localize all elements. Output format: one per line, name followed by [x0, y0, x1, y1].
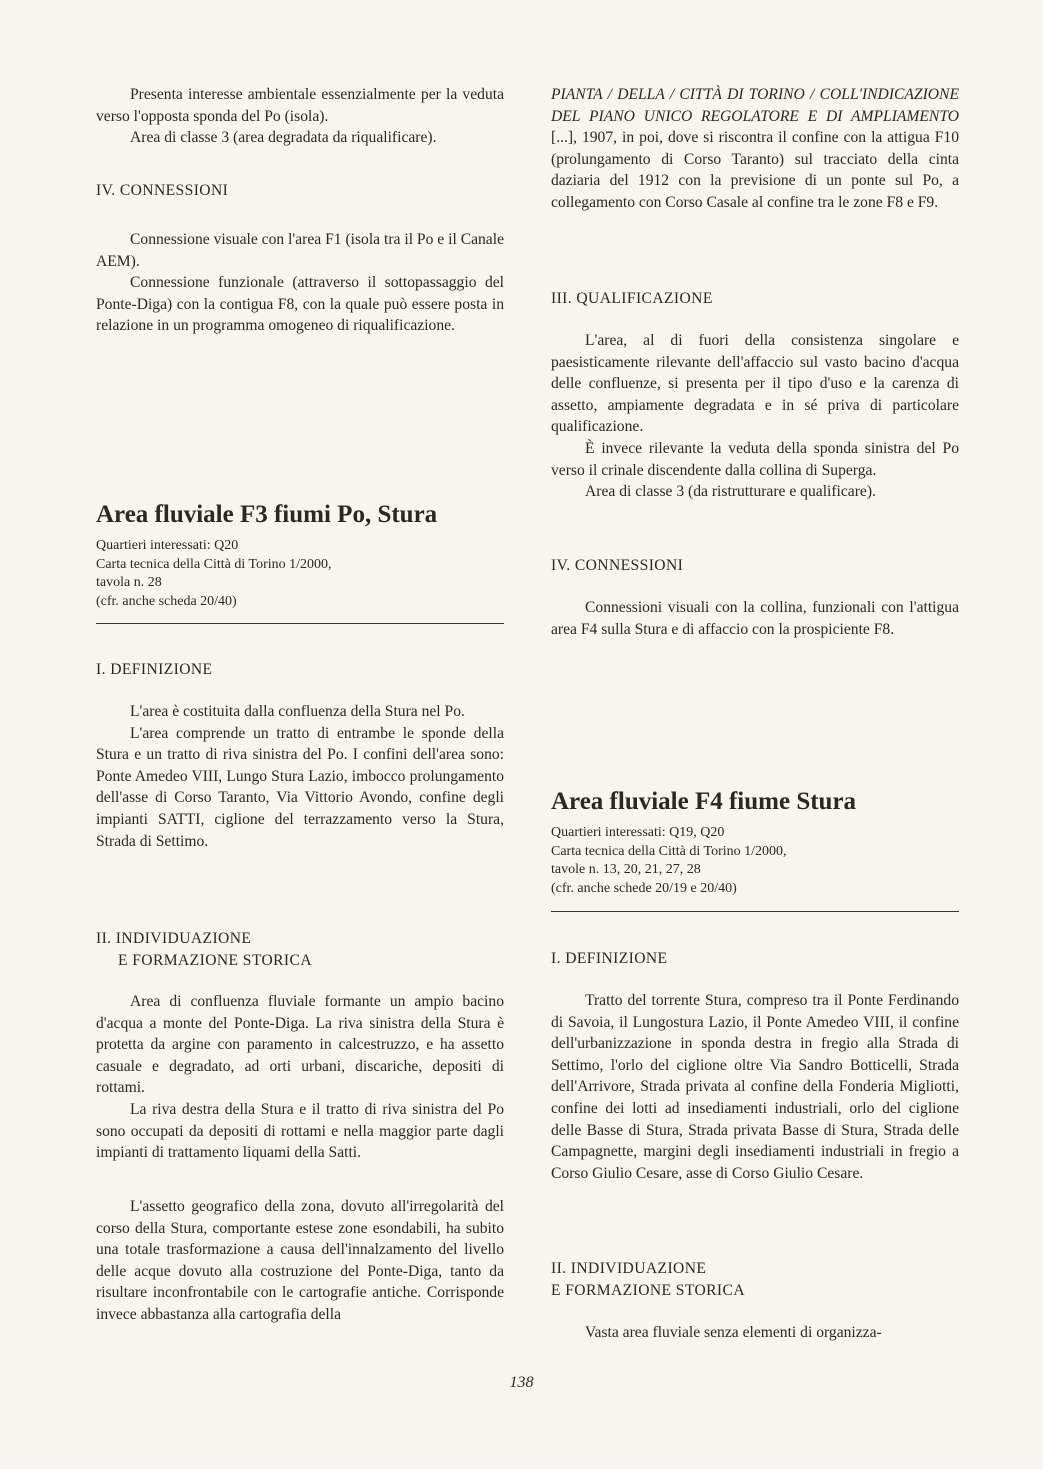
right-qualificazione-block [551, 330, 959, 503]
right-individuazione-heading-line-1: II. INDIVIDUAZIONE [551, 1260, 707, 1277]
right-connessioni-paragraph: Connessioni visuali con la collina, funzionali con l'attigua area F4 sulla Stura e di affaccio con la prospiciente F8. [551, 599, 959, 638]
f4-title: Area fluviale F4 fiume Stura [551, 788, 857, 815]
right-individuazione-heading-line-2: E FORMAZIONE STORICA [551, 1281, 745, 1299]
right-definizione-paragraph: Tratto del torrente Stura, compreso tra il Ponte Ferdinando di Savoia, il Lungostura Lazio, il Ponte Amedeo VIII, il confine dell'urbanizzazione in sponda destra in fregio alla Strada di Settimo, l'orlo del ciglione oltre Via Sandro Botticelli, Strada dell'Arrivore, Strada privata al confine della Fonderia Migliotti, confine dei lotti ad insediamenti industriali, orlo del ciglione delle Basse di Stura, Strada privata Basse di Stura, Strada delle Campagnette, margini degli insediamenti industriali in fregio a Corso Giulio Cesare, asse di Corso Giulio Cesare. [551, 992, 959, 1182]
f3-meta [96, 537, 504, 611]
connessioni-paragraph-1: Connessione visuale con l'area F1 (isola tra il Po e il Canale AEM). [96, 231, 504, 270]
connessioni-paragraph-2: Connessione funzionale (attraverso il sottopassaggio del Ponte-Diga) con la contigua F8, con la quale può essere posta in relazione in un programma omogeneo di riqualificazione. [96, 274, 504, 335]
f3-divider [96, 623, 504, 624]
f3-meta-quartieri: Quartieri interessati: Q20 [96, 538, 239, 553]
f4-meta-cfr: (cfr. anche schede 20/19 e 20/40) [551, 880, 737, 896]
left-connessioni-heading: IV. CONNESSIONI [96, 182, 229, 199]
f4-meta-tavole: tavole n. 13, 20, 21, 27, 28 [551, 862, 701, 878]
intro-block [96, 84, 504, 149]
f4-meta [551, 824, 959, 898]
qualificazione-paragraph-1: L'area, al di fuori della consistenza singolare e paesisticamente rilevante dell'affaccio sul vasto bacino d'acqua delle confluenze, si presenta per il tipo d'uso e la carenza di assetto, ampiamente degradata e in sé priva di particolare qualificazione. [551, 332, 959, 436]
individuazione-heading-line-2: E FORMAZIONE STORICA [118, 951, 312, 969]
right-connessioni-block [551, 597, 959, 640]
f4-meta-quartieri: Quartieri interessati: Q19, Q20 [551, 825, 725, 840]
left-connessioni-block [96, 229, 504, 337]
assetto-paragraph: L'assetto geografico della zona, dovuto all'irregolarità del corso della Stura, comportante estese zone esondabili, ha subito una totale trasformazione a causa dell'innalzamento del livello delle acque dovuto alla costruzione del Ponte-Diga, tanto da risultare inconfrontabile con le cartografie antiche. Corrisponde invece abbastanza alla cartografia della [96, 1198, 504, 1323]
individuazione-paragraph-2: La riva destra della Stura e il tratto di riva sinistra del Po sono occupati da depositi di rottami e nella maggior parte dagli impianti di trattamento liquami della Satti. [96, 1100, 504, 1162]
right-individuazione-paragraph: Vasta area fluviale senza elementi di organizza- [585, 1324, 882, 1341]
right-definizione-block [551, 990, 959, 1184]
continuation-text: [...], 1907, in poi, dove si riscontra il confine con la attigua F10 (prolungamento di Corso Taranto) sul tracciato della cinta daziaria del 1912 con la previsione di un ponte sul Po, a collegamento con Corso Casale al confine tra le zone F8 e F9. [551, 129, 959, 211]
right-individuazione-block [551, 1322, 959, 1344]
f3-meta-carta: Carta tecnica della Città di Torino 1/2000, [96, 556, 332, 572]
left-individuazione-heading [96, 928, 504, 971]
right-definizione-heading: I. DEFINIZIONE [551, 950, 668, 967]
definizione-paragraph-2: L'area comprende un tratto di entrambe le sponde della Stura e un tratto di riva sinistra del Po. I confini dell'area sono: Ponte Amedeo VIII, Lungo Stura Lazio, imbocco prolungamento dell'asse di Corso Taranto, Via Vittorio Avondo, confine degli impianti SATTI, ciglione del terrazzamento verso la Stura, Strada di Settimo. [96, 724, 504, 850]
individuazione-heading-line-1: II. INDIVIDUAZIONE [96, 930, 252, 947]
intro-paragraph-1: Presenta interesse ambientale essenzialmente per la veduta verso l'opposta sponda del Po (isola). [96, 86, 504, 125]
continuation-paragraph [551, 84, 959, 214]
f4-meta-carta: Carta tecnica della Città di Torino 1/2000, [551, 843, 787, 859]
individuazione-paragraph-1: Area di confluenza fluviale formante un ampio bacino d'acqua a monte del Ponte-Diga. La riva sinistra della Stura è protetta da argine con paramento in calcestruzzo, e ha assetto casuale e degradato, ad orti urbani, discariche, depositi di rottami. [96, 993, 504, 1097]
left-definizione-heading: I. DEFINIZIONE [96, 661, 213, 678]
page-number: 138 [509, 1374, 534, 1391]
f3-meta-cfr: (cfr. anche scheda 20/40) [96, 593, 237, 609]
f3-meta-tavola: tavola n. 28 [96, 575, 162, 591]
left-definizione-block [96, 701, 504, 852]
qualificazione-paragraph-2: È invece rilevante la veduta della sponda sinistra del Po verso il crinale discendente dalla collina di Superga. [551, 439, 959, 479]
right-connessioni-heading: IV. CONNESSIONI [551, 557, 684, 574]
right-qualificazione-heading: III. QUALIFICAZIONE [551, 290, 713, 307]
f4-divider [551, 911, 959, 912]
left-assetto-block [96, 1196, 504, 1326]
left-individuazione-block [96, 991, 504, 1164]
definizione-paragraph-1: L'area è costituita dalla confluenza della Stura nel Po. [130, 703, 465, 720]
continuation-block [551, 84, 959, 214]
qualificazione-paragraph-3: Area di classe 3 (da ristrutturare e qualificare). [585, 483, 876, 501]
f3-title: Area fluviale F3 fiumi Po, Stura [96, 501, 438, 528]
right-individuazione-heading [551, 1258, 959, 1301]
intro-paragraph-2: Area di classe 3 (area degradata da riqualificare). [130, 129, 437, 147]
map-title-italic: PIANTA / DELLA / CITTÀ DI TORINO / COLL'INDICAZIONE DEL PIANO UNICO REGOLATORE E DI AMPLIAMENTO [551, 86, 959, 125]
